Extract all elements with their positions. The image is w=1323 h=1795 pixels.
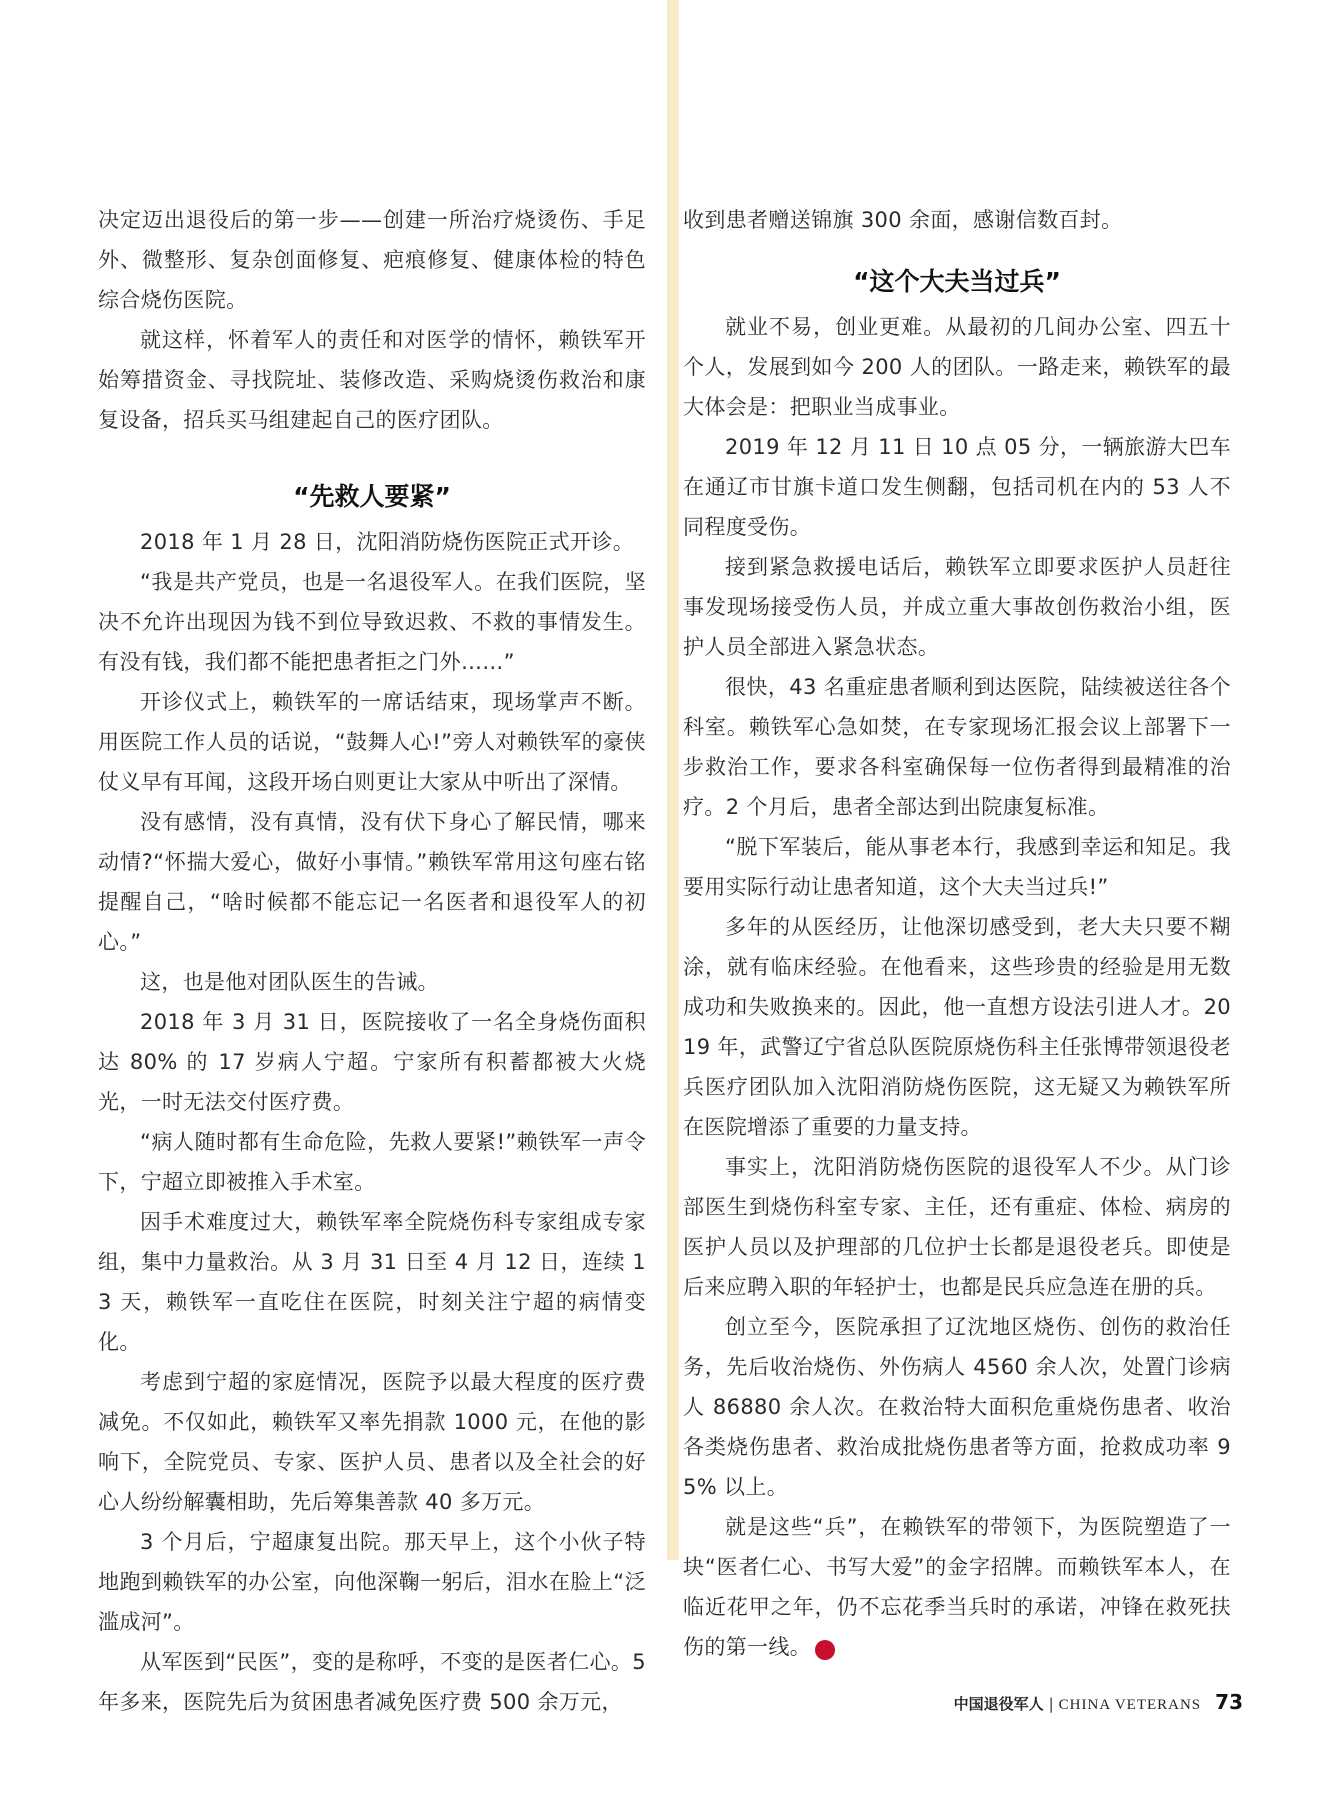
paragraph-text: 就是这些“兵”，在赖铁军的带领下，为医院塑造了一块“医者仁心、书写大爱”的金字招牌。而赖铁军本人，在临近花甲之年，仍不忘花季当兵时的承诺，冲锋在救死扶伤的第一线。 — [683, 1515, 1231, 1659]
footer-separator: | — [1048, 1695, 1054, 1713]
paragraph: 从军医到“民医”，变的是称呼，不变的是医者仁心。5 年多来，医院先后为贫困患者减免医疗费 500 余万元， — [98, 1650, 646, 1714]
page-footer — [954, 1690, 1243, 1714]
paragraph: “我是共产党员，也是一名退役军人。在我们医院，坚决不允许出现因为钱不到位导致迟救、不救的事情发生。有没有钱，我们都不能把患者拒之门外……” — [98, 570, 646, 674]
paragraph: 就业不易，创业更难。从最初的几间办公室、四五十个人，发展到如今 200 人的团队。一路走来，赖铁军的最大体会是：把职业当成事业。 — [683, 315, 1231, 419]
magazine-name-en: CHINA VETERANS — [1058, 1697, 1202, 1713]
paragraph: 考虑到宁超的家庭情况，医院予以最大程度的医疗费减免。不仅如此，赖铁军又率先捐款 1000 元，在他的影响下，全院党员、专家、医护人员、患者以及全社会的好心人纷纷解囊相助，先后筹集善款 40 多万元。 — [98, 1370, 646, 1514]
paragraph: 2018 年 1 月 28 日，沈阳消防烧伤医院正式开诊。 — [140, 530, 635, 554]
paragraph: 没有感情，没有真情，没有伏下身心了解民情，哪来动情?“怀揣大爱心，做好小事情。”赖铁军常用这句座右铭提醒自己，“啥时候都不能忘记一名医者和退役军人的初心。” — [98, 810, 646, 954]
paragraph: 3 个月后，宁超康复出院。那天早上，这个小伙子特地跑到赖铁军的办公室，向他深鞠一躬后，泪水在脸上“泛滥成河”。 — [98, 1530, 646, 1634]
paragraph: 决定迈出退役后的第一步——创建一所治疗烧烫伤、手足外、微整形、复杂创面修复、疤痕修复、健康体检的特色综合烧伤医院。 — [98, 208, 646, 312]
paragraph: 因手术难度过大，赖铁军率全院烧伤科专家组成专家组，集中力量救治。从 3 月 31 日至 4 月 12 日，连续 13 天，赖铁军一直吃住在医院，时刻关注宁超的病情变化。 — [98, 1210, 646, 1354]
paragraph: 收到患者赠送锦旗 300 余面，感谢信数百封。 — [683, 208, 1123, 232]
paragraph: 创立至今，医院承担了辽沈地区烧伤、创伤的救治任务，先后收治烧伤、外伤病人 4560 余人次，处置门诊病人 86880 余人次。在救治特大面积危重烧伤患者、收治各类烧伤患者、救治成批烧伤患者等方面，抢救成功率 95% 以上。 — [683, 1315, 1231, 1499]
paragraph: 2018 年 3 月 31 日，医院接收了一名全身烧伤面积达 80% 的 17 岁病人宁超。宁家所有积蓄都被大火烧光，一时无法交付医疗费。 — [98, 1010, 646, 1114]
section-heading: “这个大夫当过兵” — [853, 267, 1061, 296]
final-paragraph — [683, 1507, 1231, 1667]
magazine-name-cn: 中国退役军人 — [953, 1695, 1044, 1713]
left-column — [98, 200, 646, 1722]
paragraph: “病人随时都有生命危险，先救人要紧!”赖铁军一声令下，宁超立即被推入手术室。 — [98, 1130, 646, 1194]
paragraph: 接到紧急救援电话后，赖铁军立即要求医护人员赶往事发现场接受伤人员，并成立重大事故创伤救治小组，医护人员全部进入紧急状态。 — [683, 555, 1231, 659]
paragraph: 就这样，怀着军人的责任和对医学的情怀，赖铁军开始筹措资金、寻找院址、装修改造、采购烧烫伤救治和康复设备，招兵买马组建起自己的医疗团队。 — [98, 328, 646, 432]
page-number: 73 — [1215, 1690, 1243, 1714]
end-mark-icon: V — [815, 1640, 835, 1660]
paragraph: 2019 年 12 月 11 日 10 点 05 分，一辆旅游大巴车在通辽市甘旗卡道口发生侧翻，包括司机在内的 53 人不同程度受伤。 — [683, 435, 1231, 539]
section-heading: “先救人要紧” — [293, 482, 451, 511]
paragraph: 很快，43 名重症患者顺利到达医院，陆续被送往各个科室。赖铁军心急如焚，在专家现场汇报会议上部署下一步救治工作，要求各科室确保每一位伤者得到最精准的治疗。2 个月后，患者全部达到出院康复标准。 — [683, 675, 1231, 819]
paragraph: 多年的从医经历，让他深切感受到，老大夫只要不糊涂，就有临床经验。在他看来，这些珍贵的经验是用无数成功和失败换来的。因此，他一直想方设法引进人才。2019 年，武警辽宁省总队医院原烧伤科主任张博带领退役老兵医疗团队加入沈阳消防烧伤医院，这无疑又为赖铁军所在医院增添了重要的力量支持。 — [683, 915, 1231, 1139]
right-column — [683, 200, 1231, 1667]
paragraph: 这，也是他对团队医生的告诫。 — [140, 970, 439, 994]
column-divider-stripe — [667, 0, 679, 1560]
paragraph: 事实上，沈阳消防烧伤医院的退役军人不少。从门诊部医生到烧伤科室专家、主任，还有重症、体检、病房的医护人员以及护理部的几位护士长都是退役老兵。即使是后来应聘入职的年轻护士，也都是民兵应急连在册的兵。 — [683, 1155, 1231, 1299]
paragraph: 开诊仪式上，赖铁军的一席话结束，现场掌声不断。用医院工作人员的话说，“鼓舞人心!”旁人对赖铁军的豪侠仗义早有耳闻，这段开场白则更让大家从中听出了深情。 — [98, 690, 646, 794]
paragraph: “脱下军装后，能从事老本行，我感到幸运和知足。我要用实际行动让患者知道，这个大夫当过兵!” — [683, 835, 1231, 899]
